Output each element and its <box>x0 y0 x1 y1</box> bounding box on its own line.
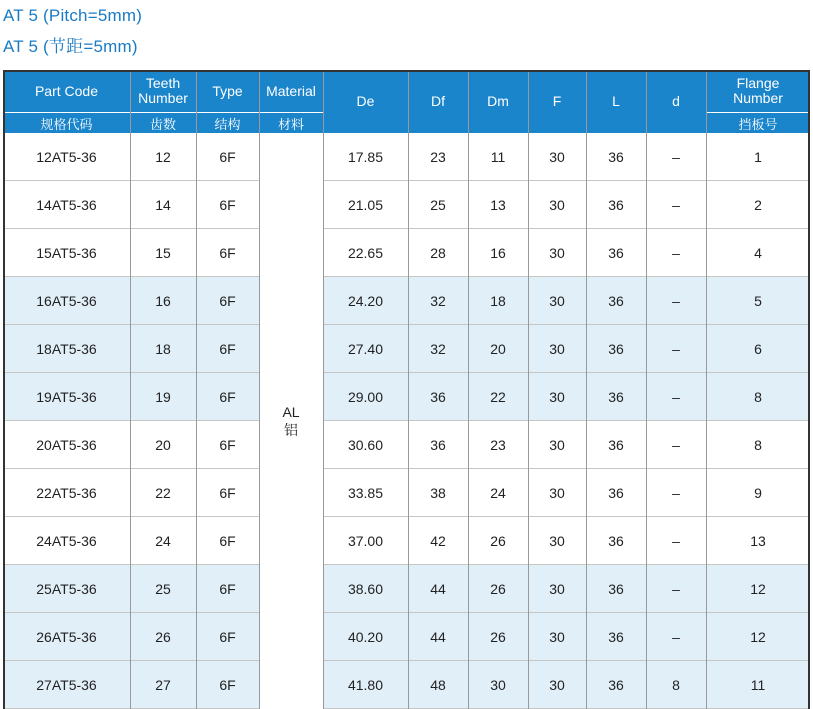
cell-type: 6F <box>196 373 259 421</box>
cell-dm: 22 <box>468 373 528 421</box>
header-l-label: L <box>612 93 620 109</box>
cell-flange: 9 <box>706 469 810 517</box>
col-divider <box>586 70 587 709</box>
cell-code: 26AT5-36 <box>3 613 130 661</box>
header-flange-label-1: Flange <box>736 75 780 91</box>
header-f <box>528 70 586 133</box>
cell-teeth: 26 <box>130 613 196 661</box>
table-border-right <box>808 70 810 709</box>
cell-dm: 18 <box>468 277 528 325</box>
cell-l: 36 <box>586 277 646 325</box>
cell-type: 6F <box>196 229 259 277</box>
cell-f: 30 <box>528 661 586 709</box>
header-flange-cn-label: 挡板号 <box>738 116 778 132</box>
header-teeth-cn-label: 齿数 <box>149 116 176 132</box>
header-part-code-cn-label: 规格代码 <box>40 116 93 132</box>
col-divider <box>706 70 707 709</box>
cell-dm: 26 <box>468 613 528 661</box>
cell-teeth: 24 <box>130 517 196 565</box>
table-border-top <box>3 70 810 72</box>
page-title-en: AT 5 (Pitch=5mm) <box>3 6 143 25</box>
header-de <box>323 70 408 133</box>
col-divider <box>323 70 324 709</box>
cell-teeth: 20 <box>130 421 196 469</box>
cell-d: – <box>646 421 706 469</box>
cell-f: 30 <box>528 181 586 229</box>
cell-df: 44 <box>408 613 468 661</box>
col-divider <box>646 70 647 709</box>
header-part-code <box>3 70 130 112</box>
spec-table <box>3 70 810 709</box>
header-part-code-cn <box>3 113 130 133</box>
header-material-cn-label: 材料 <box>277 116 304 132</box>
cell-f: 30 <box>528 469 586 517</box>
header-type-label: Type <box>212 82 243 99</box>
cell-de: 38.60 <box>323 565 408 613</box>
cell-d: – <box>646 373 706 421</box>
cell-l: 36 <box>586 421 646 469</box>
cell-code: 25AT5-36 <box>3 565 130 613</box>
cell-code: 12AT5-36 <box>3 133 130 181</box>
cell-dm: 16 <box>468 229 528 277</box>
header-type <box>196 70 259 112</box>
cell-df: 28 <box>408 229 468 277</box>
cell-dm: 24 <box>468 469 528 517</box>
header-divider-right <box>706 112 810 113</box>
col-divider <box>259 70 260 709</box>
cell-f: 30 <box>528 229 586 277</box>
cell-d: – <box>646 133 706 181</box>
cell-flange: 5 <box>706 277 810 325</box>
col-divider <box>408 70 409 709</box>
cell-df: 44 <box>408 565 468 613</box>
cell-f: 30 <box>528 373 586 421</box>
header-material <box>259 70 323 112</box>
cell-df: 23 <box>408 133 468 181</box>
material-cn: 铝 <box>284 422 298 438</box>
cell-flange: 11 <box>706 661 810 709</box>
cell-teeth: 25 <box>130 565 196 613</box>
header-d-label: d <box>672 93 680 109</box>
cell-de: 27.40 <box>323 325 408 373</box>
cell-l: 36 <box>586 469 646 517</box>
cell-type: 6F <box>196 517 259 565</box>
cell-d: – <box>646 181 706 229</box>
cell-teeth: 14 <box>130 181 196 229</box>
cell-de: 24.20 <box>323 277 408 325</box>
cell-de: 29.00 <box>323 373 408 421</box>
header-teeth-cn <box>130 113 196 133</box>
cell-d: – <box>646 277 706 325</box>
cell-de: 22.65 <box>323 229 408 277</box>
header-flange-cn <box>706 113 810 133</box>
cell-code: 20AT5-36 <box>3 421 130 469</box>
col-divider <box>130 70 131 709</box>
cell-flange: 13 <box>706 517 810 565</box>
cell-flange: 12 <box>706 565 810 613</box>
cell-d: – <box>646 613 706 661</box>
cell-flange: 8 <box>706 421 810 469</box>
cell-type: 6F <box>196 661 259 709</box>
header-material-cn <box>259 113 323 133</box>
cell-type: 6F <box>196 133 259 181</box>
cell-df: 48 <box>408 661 468 709</box>
cell-type: 6F <box>196 325 259 373</box>
cell-d: 8 <box>646 661 706 709</box>
header-d <box>646 70 706 133</box>
cell-f: 30 <box>528 133 586 181</box>
cell-teeth: 19 <box>130 373 196 421</box>
cell-code: 16AT5-36 <box>3 277 130 325</box>
cell-dm: 11 <box>468 133 528 181</box>
header-dm-label: Dm <box>487 93 509 109</box>
cell-d: – <box>646 325 706 373</box>
cell-type: 6F <box>196 421 259 469</box>
cell-l: 36 <box>586 181 646 229</box>
cell-df: 32 <box>408 325 468 373</box>
cell-teeth: 18 <box>130 325 196 373</box>
cell-d: – <box>646 565 706 613</box>
cell-de: 17.85 <box>323 133 408 181</box>
cell-code: 19AT5-36 <box>3 373 130 421</box>
cell-type: 6F <box>196 469 259 517</box>
cell-f: 30 <box>528 421 586 469</box>
header-dm <box>468 70 528 133</box>
table-border-left <box>3 70 5 709</box>
header-teeth-number <box>130 70 196 112</box>
material-cell <box>259 133 323 709</box>
cell-l: 36 <box>586 325 646 373</box>
cell-flange: 8 <box>706 373 810 421</box>
material-en: AL <box>282 404 300 420</box>
header-material-label: Material <box>266 82 316 99</box>
cell-d: – <box>646 229 706 277</box>
cell-l: 36 <box>586 661 646 709</box>
cell-df: 32 <box>408 277 468 325</box>
header-type-cn-label: 结构 <box>214 116 241 132</box>
page-title-cn: AT 5 (节距=5mm) <box>3 37 138 56</box>
cell-df: 38 <box>408 469 468 517</box>
header-teeth-label-2: Number <box>138 90 188 106</box>
cell-flange: 4 <box>706 229 810 277</box>
cell-f: 30 <box>528 613 586 661</box>
cell-flange: 6 <box>706 325 810 373</box>
header-part-code-label: Part Code <box>34 82 99 99</box>
cell-dm: 23 <box>468 421 528 469</box>
cell-de: 30.60 <box>323 421 408 469</box>
cell-teeth: 27 <box>130 661 196 709</box>
cell-l: 36 <box>586 613 646 661</box>
cell-l: 36 <box>586 229 646 277</box>
header-de-label: De <box>356 93 375 109</box>
cell-code: 27AT5-36 <box>3 661 130 709</box>
header-flange-label-2: Number <box>733 90 783 106</box>
cell-teeth: 22 <box>130 469 196 517</box>
header-type-cn <box>196 113 259 133</box>
header-df-label: Df <box>431 93 445 109</box>
cell-df: 25 <box>408 181 468 229</box>
cell-teeth: 15 <box>130 229 196 277</box>
cell-df: 42 <box>408 517 468 565</box>
cell-type: 6F <box>196 181 259 229</box>
cell-flange: 12 <box>706 613 810 661</box>
cell-code: 14AT5-36 <box>3 181 130 229</box>
cell-d: – <box>646 469 706 517</box>
cell-de: 33.85 <box>323 469 408 517</box>
cell-teeth: 16 <box>130 277 196 325</box>
header-f-label: F <box>552 93 562 109</box>
col-divider <box>196 70 197 709</box>
cell-dm: 26 <box>468 517 528 565</box>
header-flange-number <box>706 70 810 112</box>
cell-code: 15AT5-36 <box>3 229 130 277</box>
cell-type: 6F <box>196 565 259 613</box>
header-divider-left <box>3 112 323 113</box>
cell-f: 30 <box>528 517 586 565</box>
cell-de: 41.80 <box>323 661 408 709</box>
cell-d: – <box>646 517 706 565</box>
cell-flange: 2 <box>706 181 810 229</box>
cell-dm: 13 <box>468 181 528 229</box>
col-divider <box>528 70 529 709</box>
cell-dm: 26 <box>468 565 528 613</box>
cell-code: 24AT5-36 <box>3 517 130 565</box>
cell-code: 18AT5-36 <box>3 325 130 373</box>
cell-l: 36 <box>586 133 646 181</box>
cell-f: 30 <box>528 277 586 325</box>
cell-f: 30 <box>528 325 586 373</box>
cell-type: 6F <box>196 277 259 325</box>
cell-de: 37.00 <box>323 517 408 565</box>
cell-dm: 20 <box>468 325 528 373</box>
cell-dm: 30 <box>468 661 528 709</box>
cell-code: 22AT5-36 <box>3 469 130 517</box>
cell-df: 36 <box>408 421 468 469</box>
cell-l: 36 <box>586 373 646 421</box>
col-divider <box>468 70 469 709</box>
cell-l: 36 <box>586 517 646 565</box>
cell-flange: 1 <box>706 133 810 181</box>
cell-de: 21.05 <box>323 181 408 229</box>
cell-f: 30 <box>528 565 586 613</box>
cell-l: 36 <box>586 565 646 613</box>
cell-df: 36 <box>408 373 468 421</box>
header-l <box>586 70 646 133</box>
header-teeth-label-1: Teeth <box>145 75 181 91</box>
cell-type: 6F <box>196 613 259 661</box>
cell-teeth: 12 <box>130 133 196 181</box>
header-df <box>408 70 468 133</box>
cell-de: 40.20 <box>323 613 408 661</box>
